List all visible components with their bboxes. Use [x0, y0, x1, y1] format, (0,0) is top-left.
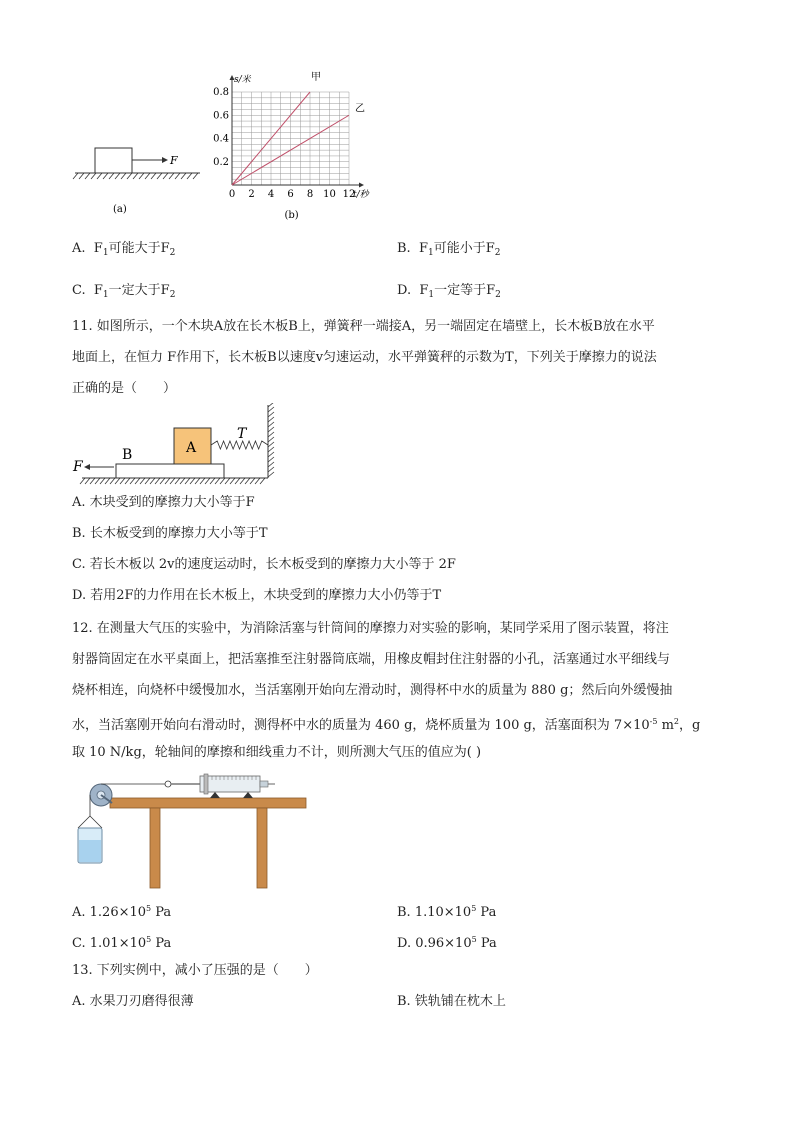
x-tick-label: 6 — [287, 189, 294, 200]
q12-option-c[interactable]: C. $1.01\times 10^5$ Pa — [72, 935, 172, 951]
y-tick-label: 0.4 — [213, 133, 229, 145]
force-label: F — [73, 459, 83, 475]
q10-option-d[interactable]: D. $F_1$一定等于$F_2$ — [397, 283, 501, 300]
series-label: 甲 — [311, 72, 321, 83]
board-b — [116, 464, 224, 478]
q12-option-a[interactable]: A. $1.26\times 10^5$ Pa — [72, 904, 172, 920]
spring — [211, 441, 268, 449]
x-tick-label: 8 — [306, 189, 314, 200]
table-leg-left — [150, 808, 160, 888]
force-label: F — [170, 154, 178, 167]
q13-option-b[interactable]: B. 铁轨铺在枕木上 — [397, 994, 506, 1009]
x-tick-label: 4 — [267, 189, 275, 200]
q10-option-c[interactable]: C. $F_1$一定大于$F_2$ — [72, 283, 176, 300]
syringe — [200, 776, 260, 792]
q12-stem-line-1: 12. 在测量大气压的实验中，为消除活塞与针筒间的摩擦力对实验的影响，某同学采用了图示装置，将注 — [72, 621, 669, 636]
q11-stem-line-2: 地面上，在恒力 F作用下，长木板B以速度v匀速运动，水平弹簧秤的示数为T，下列关于摩擦力的说法 — [72, 350, 657, 365]
q11-stem-line-3: 正确的是（ ） — [72, 381, 177, 396]
q11-stem-line-1: 11. 如图所示，一个木块A放在长木板B上，弹簧秤一端接A，另一端固定在墙壁上，长木板B放在水平 — [72, 319, 655, 334]
q10-option-b[interactable]: B. $F_1$可能小于$F_2$ — [397, 241, 501, 258]
fig-a-caption: (a) — [113, 204, 127, 215]
block — [95, 148, 132, 173]
block-a-label: A — [186, 440, 197, 456]
y-axis-label: s/米 — [234, 75, 251, 85]
x-tick-label: 0 — [228, 189, 236, 200]
x-tick-label: 2 — [248, 189, 255, 200]
figure-a — [70, 140, 210, 220]
y-tick-label: 0.6 — [213, 110, 229, 122]
y-tick-label: 0.8 — [213, 87, 229, 98]
x-tick-label: 12 — [342, 189, 356, 200]
q12-stem-line-5: 取 10 N/kg，轮轴间的摩擦和细线重力不计，则所测大气压的值应为( ) — [72, 745, 482, 760]
table-leg-right — [257, 808, 267, 888]
q11-option-d[interactable]: D. 若用2F的力作用在长木板上，木块受到的摩擦力大小仍等于T — [72, 588, 442, 603]
q12-option-b[interactable]: B. $1.10\times 10^5$ Pa — [397, 904, 497, 920]
q12-stem-line-4: 水，当活塞刚开始向右滑动时，测得杯中水的质量为 460 g，烧杯质量为 100 g，活塞面积为 $7\times 10^{-5}$ $m^2$，g — [72, 717, 701, 733]
q11-option-a[interactable]: A. 木块受到的摩擦力大小等于F — [72, 495, 255, 510]
q11-option-b[interactable]: B. 长木板受到的摩擦力大小等于T — [72, 526, 268, 541]
figure-b-chart — [210, 70, 390, 220]
x-axis-label: t/秒 — [353, 190, 369, 200]
q11-option-c[interactable]: C. 若长木板以 2v的速度运动时，长木板受到的摩擦力大小等于 2F — [72, 557, 456, 572]
board-b-label: B — [122, 447, 133, 463]
q13-option-a[interactable]: A. 水果刀刃磨得很薄 — [72, 994, 194, 1009]
series-label: 乙 — [355, 103, 365, 115]
x-tick-label: 10 — [323, 189, 336, 200]
q12-figure — [70, 768, 310, 890]
table-top — [110, 798, 306, 808]
q10-option-a[interactable]: A. $F_1$可能大于$F_2$ — [72, 241, 176, 258]
y-tick-label: 0.2 — [213, 156, 229, 168]
spring-label: T — [237, 426, 247, 442]
q12-option-d[interactable]: D. $0.96\times 10^5$ Pa — [397, 935, 497, 951]
q11-figure — [70, 403, 285, 488]
q13-stem: 13. 下列实例中，减小了压强的是（ ） — [72, 963, 318, 978]
q12-stem-line-2: 射器筒固定在水平桌面上，把活塞推至注射器筒底端，用橡皮帽封住注射器的小孔，活塞通过水平细线与 — [72, 652, 671, 667]
q12-stem-line-3: 烧杯相连，向烧杯中缓慢加水，当活塞刚开始向左滑动时，测得杯中水的质量为 880 g；然后向外缓慢抽 — [72, 683, 673, 698]
fig-b-caption: (b) — [284, 210, 299, 220]
